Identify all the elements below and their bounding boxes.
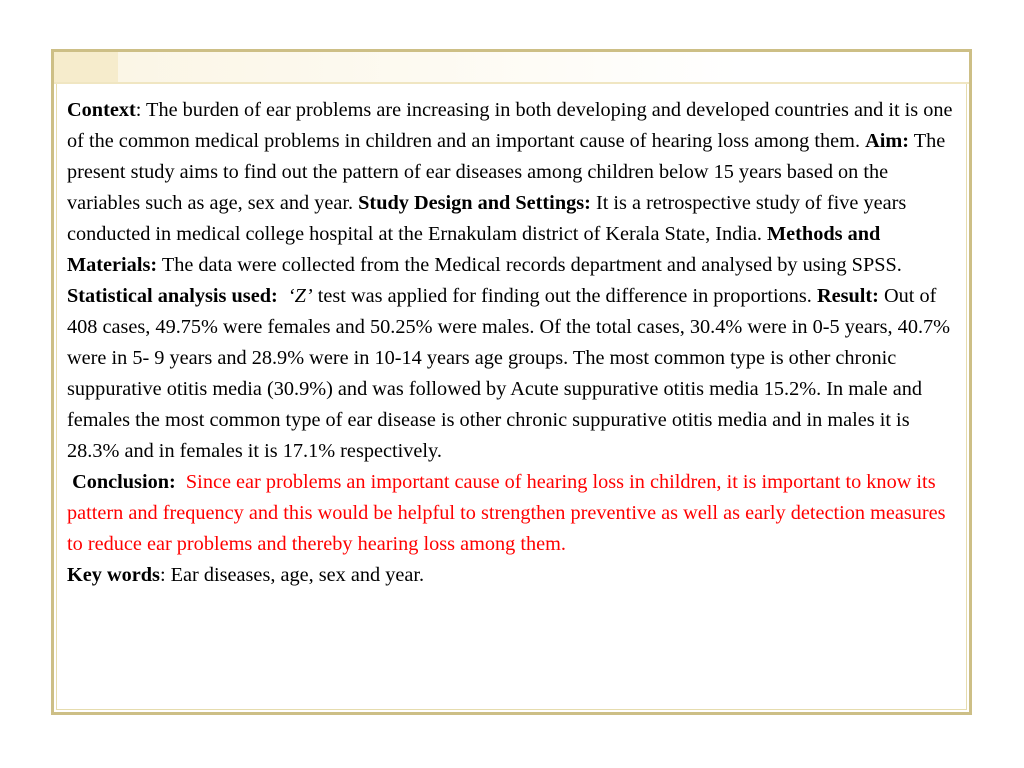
conclusion-text: Since ear problems an important cause of hearing loss in children, it is important to know its pattern and frequency and this would be helpful to strengthen preventive as well as early detection measures to reduce ear problems and thereby hearing loss among them.: [67, 471, 946, 555]
abstract-slide-frame: [51, 49, 972, 715]
context-text: : The burden of ear problems are increasing in both developing and developed countries and it is one of the common medical problems in children and an important cause of hearing loss among them.: [67, 99, 953, 152]
aim-text: The present study aims to find out the pattern of ear diseases among children below 15 years based on the variables such as age, sex and year.: [67, 130, 946, 214]
aim-label: Aim:: [865, 130, 910, 152]
methods-label: Methods and Materials:: [67, 223, 881, 276]
methods-text: The data were collected from the Medical records department and analysed by using SPSS.: [157, 254, 902, 276]
result-label: Result:: [816, 285, 879, 307]
keywords-label: Key words: [67, 564, 160, 586]
keywords-text: : Ear diseases, age, sex and year.: [159, 564, 425, 586]
main-paragraph: [67, 95, 959, 467]
conclusion-label: Conclusion:: [72, 471, 176, 493]
z-test-symbol: ‘Z’: [287, 285, 313, 307]
design-text: It is a retrospective study of five years conducted in medical college hospital at the Ernakulam district of Kerala State, India.: [67, 192, 907, 245]
stats-label: Statistical analysis used:: [67, 285, 278, 307]
abstract-text: [67, 95, 959, 591]
result-text: Out of 408 cases, 49.75% were females and 50.25% were males. Of the total cases, 30.4% were in 0-5 years, 40.7% were in 5- 9 years and 28.9% were in 10-14 years age groups. The most common type is other chronic suppurative otitis media (30.9%) and was followed by Acute suppurative otitis media 15.2%. In male and females the most common type of ear disease is other chronic suppurative otitis media and in males it is 28.3% and in females it is 17.1% respectively.: [67, 285, 951, 462]
design-label: Study Design and Settings:: [358, 192, 591, 214]
conclusion-paragraph: [67, 467, 959, 560]
decorative-header-band: [54, 52, 969, 84]
keywords-paragraph: [67, 560, 959, 591]
stats-text: test was applied for finding out the difference in proportions.: [312, 285, 817, 307]
context-label: Context: [67, 99, 136, 121]
